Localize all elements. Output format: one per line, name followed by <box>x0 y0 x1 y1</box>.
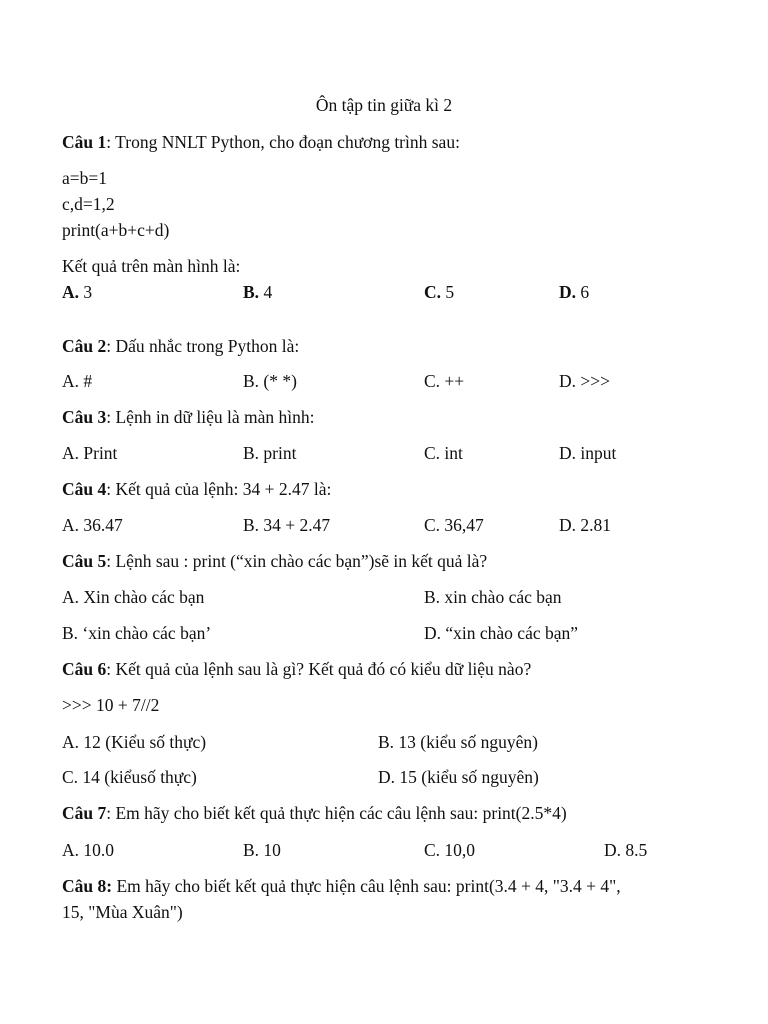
question-prompt: Kết quả trên màn hình là: <box>62 256 241 276</box>
option-d: D. 2.81 <box>559 515 612 535</box>
option-a: A. 3 <box>62 282 93 302</box>
question-number: Câu 1 <box>62 132 107 152</box>
question-text: Em hãy cho biết kết quả thực hiện câu lệnh sau: print(3.4 + 4, "3.4 + 4", <box>112 876 621 896</box>
option-a: A. 10.0 <box>62 840 115 860</box>
option-a: A. 12 (Kiểu số thực) <box>62 732 207 752</box>
question-text: : Kết quả của lệnh sau là gì? Kết quả đó có kiểu dữ liệu nào? <box>106 659 532 679</box>
question-text: : Em hãy cho biết kết quả thực hiện các câu lệnh sau: print(2.5*4) <box>106 803 567 823</box>
code-line-2: c,d=1,2 <box>62 194 115 214</box>
option-d: D. 6 <box>559 282 590 302</box>
question-8 <box>62 875 621 897</box>
question-text: : Lệnh sau : print (“xin chào các bạn”)sẽ in kết quả là? <box>106 551 488 571</box>
option-c: B. ‘xin chào các bạn’ <box>62 623 212 643</box>
question-text-continued: 15, "Mùa Xuân") <box>62 902 183 922</box>
option-a: A. 36.47 <box>62 515 123 535</box>
option-c: C. 36,47 <box>424 515 484 535</box>
option-c: C. int <box>424 443 463 463</box>
question-2 <box>62 335 299 357</box>
option-d: D. input <box>559 443 617 463</box>
option-b: B. 4 <box>243 282 273 302</box>
question-text: : Dấu nhắc trong Python là: <box>106 336 300 356</box>
option-b: B. print <box>243 443 297 463</box>
option-a: A. # <box>62 371 93 391</box>
document-title: Ôn tập tin giữa kì 2 <box>315 95 453 115</box>
code-line: >>> 10 + 7//2 <box>62 695 160 715</box>
question-number: Câu 4 <box>62 479 107 499</box>
code-line-3: print(a+b+c+d) <box>62 220 170 240</box>
option-d: D. >>> <box>559 371 610 391</box>
option-b: B. 10 <box>243 840 281 860</box>
question-6 <box>62 658 531 680</box>
question-number: Câu 2 <box>62 336 107 356</box>
question-text: : Trong NNLT Python, cho đoạn chương trình sau: <box>106 132 460 152</box>
question-text: : Lệnh in dữ liệu là màn hình: <box>106 407 315 427</box>
option-c: C. ++ <box>424 371 465 391</box>
question-4 <box>62 478 331 500</box>
question-number: Câu 7 <box>62 803 107 823</box>
option-a: A. Xin chào các bạn <box>62 587 205 607</box>
question-number: Câu 5 <box>62 551 107 571</box>
code-line-1: a=b=1 <box>62 168 108 188</box>
question-number: Câu 3 <box>62 407 107 427</box>
option-b: B. xin chào các bạn <box>424 587 562 607</box>
option-b: B. (* *) <box>243 371 297 391</box>
option-c: C. 5 <box>424 282 455 302</box>
option-c: C. 14 (kiểusố thực) <box>62 767 197 787</box>
question-3 <box>62 406 315 428</box>
question-number: Câu 6 <box>62 659 107 679</box>
question-7 <box>62 802 567 824</box>
question-text: : Kết quả của lệnh: 34 + 2.47 là: <box>106 479 332 499</box>
option-b: B. 34 + 2.47 <box>243 515 331 535</box>
option-d: D. 15 (kiểu số nguyên) <box>378 767 539 787</box>
option-c: C. 10,0 <box>424 840 476 860</box>
question-1 <box>62 131 460 153</box>
option-d: D. “xin chào các bạn” <box>424 623 579 643</box>
question-5 <box>62 550 487 572</box>
option-d: D. 8.5 <box>604 840 648 860</box>
option-b: B. 13 (kiểu số nguyên) <box>378 732 538 752</box>
option-a: A. Print <box>62 443 118 463</box>
question-number: Câu 8: <box>62 876 113 896</box>
